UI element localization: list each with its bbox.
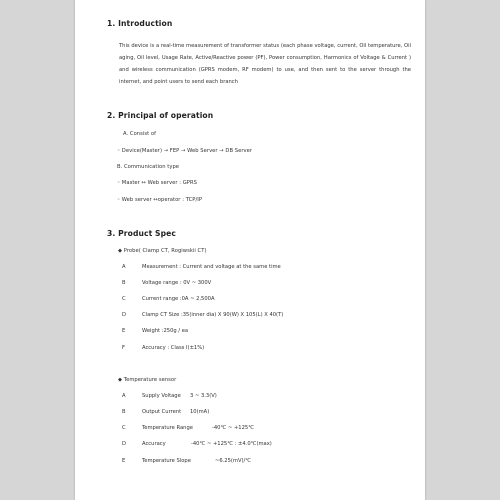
heading-principal-of-operation: 2. Principal of operation — [107, 111, 214, 120]
row-label: Temperature Range — [142, 425, 193, 431]
row-text: Accuracy : Class Ⅰ(±1%) — [142, 345, 205, 351]
row-code: E — [122, 328, 126, 334]
row-value: 10(mA) — [190, 409, 210, 415]
heading-product-spec: 3. Product Spec — [107, 229, 177, 238]
row-code: A — [122, 264, 126, 270]
operation-line-device-chain: ◦ Device(Master) → FEP → Web Server → DB Server — [117, 148, 253, 154]
row-label: Accuracy — [142, 441, 166, 447]
row-code: E — [122, 458, 126, 464]
row-text: Weight :250g / ea — [142, 328, 189, 334]
row-label: Supply Voltage — [142, 393, 181, 399]
row-value: -40℃ ~ +125℃ — [212, 425, 255, 431]
operation-line-tcpip: ◦ Web server ↔operator : TCP/IP — [117, 197, 203, 203]
operation-line-consist: A. Consist of — [123, 131, 157, 137]
row-value: 3 ~ 3.3(V) — [190, 393, 217, 399]
row-text: Voltage range : 0V ~ 300V — [142, 280, 212, 286]
introduction-paragraph: This device is a real-time measurement of transformer status (each phase voltage, current, Oil temperature, Oil aging, Oil level, Usage Rate, Active/Reactive power (PF), Power consumption, Harmonics of Voltage & Current ) and wireless communication (GPRS modem, RF modem) to use, and then sent to the server through the internet, and point users to send each branch — [119, 43, 411, 85]
row-code: A — [122, 393, 126, 399]
row-code: C — [122, 425, 126, 431]
row-code: B — [122, 409, 126, 415]
row-code: B — [122, 280, 126, 286]
operation-line-gprs: ◦ Master ↔ Web server : GPRS — [117, 180, 197, 186]
document-page — [75, 0, 425, 500]
row-text: Current range :0A ~ 2,500A — [142, 296, 215, 302]
row-value: ~6.25(mV)/℃ — [215, 458, 252, 464]
operation-line-communication-type: B. Communication type — [117, 164, 180, 170]
row-code: C — [122, 296, 126, 302]
row-label: Temperature Slope — [142, 458, 191, 464]
row-text: Clamp CT Size :35(inner dia) X 90(W) X 105(L) X 40(T) — [142, 312, 284, 318]
row-code: F — [122, 345, 125, 351]
row-label: Output Current — [142, 409, 182, 415]
row-code: D — [122, 441, 126, 447]
row-code: D — [122, 312, 126, 318]
temperature-sensor-title: ◆ Temperature sensor — [118, 377, 177, 383]
heading-introduction: 1. Introduction — [107, 19, 173, 28]
row-value: -40℃ ~ +125℃ : ±4.0℃(max) — [191, 441, 272, 447]
probe-title: ◆ Probe( Clamp CT, Rogiwskii CT) — [118, 248, 207, 254]
row-text: Measurement : Current and voltage at the same time — [142, 264, 281, 270]
